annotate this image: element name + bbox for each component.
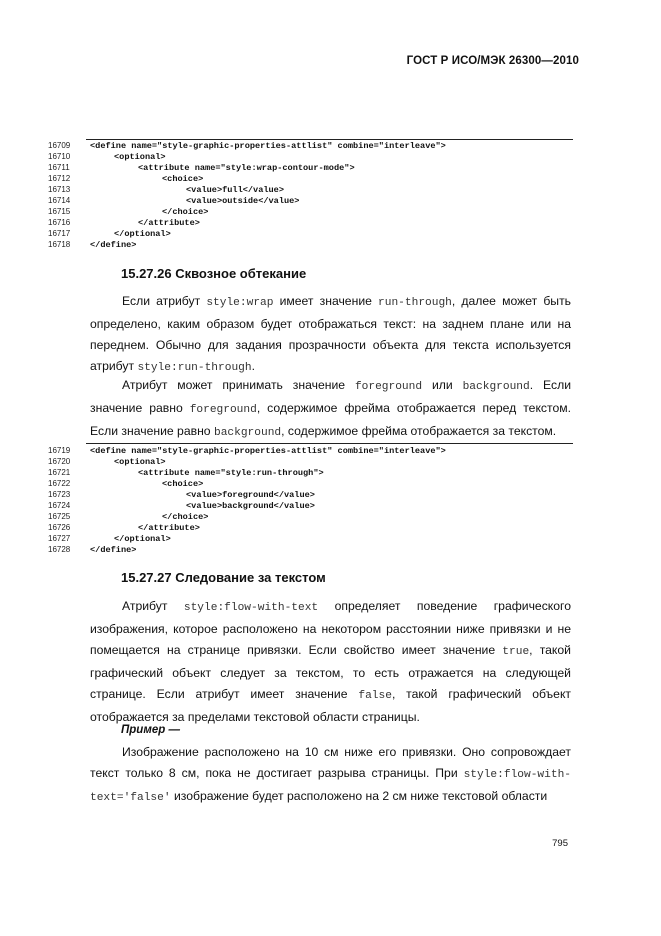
code-text: <attribute name="style:run-through"> [138,468,324,478]
text-run: изображение будет расположено на 2 см ниже текстовой области [170,789,548,804]
code-text: <value>background</value> [186,501,315,511]
inline-code: true [502,646,530,659]
line-number: 16720 [48,457,71,466]
line-number: 16715 [48,207,71,216]
code-text: </optional> [114,534,171,544]
line-number: 16725 [48,512,71,521]
text-run: , содержимое фрейма отображается за текстом. [281,424,557,439]
line-number: 16721 [48,468,71,477]
text-run: или [422,378,463,392]
paragraph [90,375,571,444]
code-text: </define> [90,240,137,250]
code-text: </attribute> [138,523,200,533]
code-text: <optional> [114,457,166,467]
code-text: <define name="style-graphic-properties-attlist" combine="interleave"> [90,141,446,151]
paragraph [90,742,571,809]
line-number: 16709 [48,141,71,150]
line-number: 16723 [48,490,71,499]
text-run: , такой графический объект отображается за пределами текстовой области страницы. [90,687,571,725]
inline-code: false [358,690,392,703]
page-number: 795 [552,838,568,849]
line-number: 16716 [48,218,71,227]
paragraph [90,596,571,729]
line-number: 16710 [48,152,71,161]
text-run: Атрибут [122,599,184,613]
line-number: 16724 [48,501,71,510]
inline-code: style:flow-with-text='false' [90,769,571,805]
code-text: </attribute> [138,218,200,228]
section-heading: 15.27.26 Сквозное обтекание [121,266,307,281]
code-text: </define> [90,545,137,555]
paragraph [90,291,571,379]
code-text: </choice> [162,512,209,522]
code-text: <value>outside</value> [186,196,300,206]
code-text: <optional> [114,152,166,162]
text-run: Если атрибут [122,294,207,308]
line-number: 16717 [48,229,71,238]
code-text: <value>foreground</value> [186,490,315,500]
inline-code: background [213,427,282,440]
inline-code: run-through [378,297,452,309]
text-run: , содержимое фрейма отображается перед текстом. Если значение равно [90,401,571,439]
line-number: 16712 [48,174,71,183]
line-number: 16714 [48,196,71,205]
inline-code: style:flow-with-text [183,602,319,614]
inline-code: foreground [189,404,257,417]
inline-code: background [462,381,530,393]
text-run: имеет значение [273,294,379,308]
code-block [48,443,573,555]
code-text: <attribute name="style:wrap-contour-mode"> [138,163,355,173]
code-block [48,139,573,251]
line-number: 16713 [48,185,71,194]
code-block-top-rule [86,443,573,444]
inline-code: foreground [354,381,423,393]
code-text: <value>full</value> [186,185,284,195]
text-run: Атрибут может принимать значение [122,378,355,392]
inline-code: style:wrap [206,297,274,309]
code-line [48,239,573,251]
line-number: 16719 [48,446,71,455]
line-number: 16726 [48,523,71,532]
section-heading: 15.27.27 Следование за текстом [121,570,326,585]
line-number: 16722 [48,479,71,488]
inline-code: style:run-through [137,362,252,375]
text-run: Изображение расположено на 10 см ниже его привязки. Оно сопровождает текст только 8 см, пока не достигает разрыва страницы. При [90,745,571,781]
code-text: <define name="style-graphic-properties-attlist" combine="interleave"> [90,446,446,456]
example-label: Пример — [121,724,180,736]
text-run: , далее может быть определено, каким образом будет отображаться текст: на заднем плане или на переднем. Обычно для задания прозрачности объекта для текста используется атрибут [90,294,572,374]
code-text: <choice> [162,479,204,489]
text-run: , такой графический объект следует за текстом, то есть отражается на следующей странице. Если атрибут имеет значение [90,643,571,702]
code-text: </choice> [162,207,209,217]
text-run: . Если значение равно [90,378,572,416]
code-text: </optional> [114,229,171,239]
text-run: . [251,359,255,374]
line-number: 16728 [48,545,71,554]
text-run: определяет поведение графического изображения, которое расположено на некотором расстоянии ниже привязки и не помещается на странице привязки. Если свойство имеет значение [90,599,571,658]
document-header: ГОСТ Р ИСО/МЭК 26300—2010 [406,55,579,67]
code-line [48,544,573,556]
line-number: 16718 [48,240,71,249]
code-text: <choice> [162,174,204,184]
line-number: 16727 [48,534,71,543]
line-number: 16711 [48,163,70,172]
